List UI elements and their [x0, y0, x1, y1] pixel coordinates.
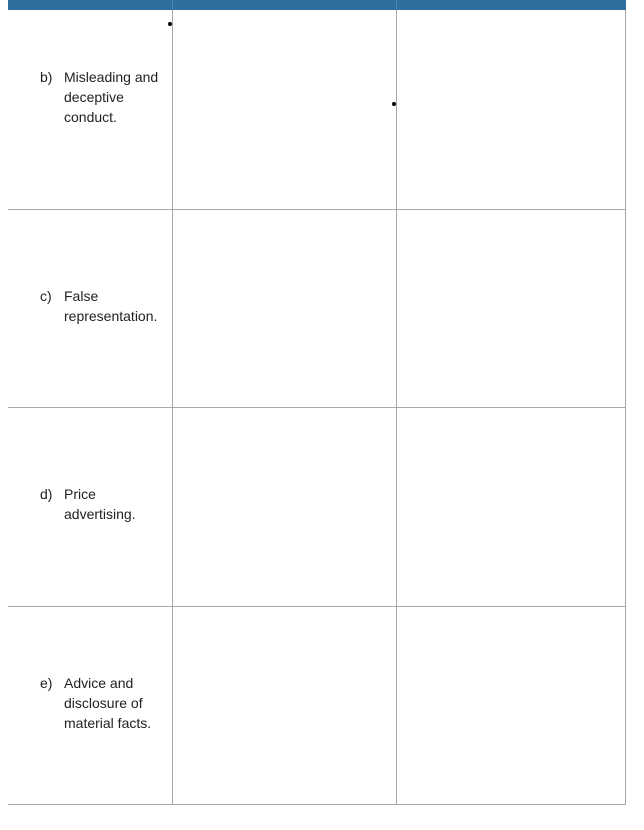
- row-text-line: Advice and: [64, 675, 134, 691]
- row-text-line: Price: [64, 486, 96, 502]
- header-column-divider: [396, 0, 397, 10]
- row-text-line: False: [64, 288, 99, 304]
- row-letter: c): [40, 288, 52, 304]
- row-text-line: material facts.: [64, 715, 152, 731]
- bullet-dot: [168, 22, 172, 26]
- table-grid: [8, 10, 626, 805]
- row-text-line: disclosure of: [64, 695, 143, 711]
- header-column-divider: [172, 0, 173, 10]
- row-text-line: representation.: [64, 308, 158, 324]
- row-label-c: [40, 286, 170, 326]
- row-text-line: conduct.: [64, 109, 117, 125]
- row-text-line: advertising.: [64, 506, 136, 522]
- row-label-d: [40, 484, 170, 524]
- row-text-line: Misleading and: [64, 69, 159, 85]
- bullet-dot: [392, 102, 396, 106]
- table-header-bar: [8, 0, 626, 10]
- row-label-e: [40, 673, 170, 733]
- row-text-line: deceptive: [64, 89, 124, 105]
- row-text: [64, 286, 170, 326]
- row-letter: e): [40, 675, 53, 691]
- row-letter: b): [40, 69, 53, 85]
- row-text: [64, 484, 170, 524]
- row-letter: d): [40, 486, 53, 502]
- row-text: [64, 67, 170, 127]
- row-text: [64, 673, 170, 733]
- row-label-b: [40, 67, 170, 127]
